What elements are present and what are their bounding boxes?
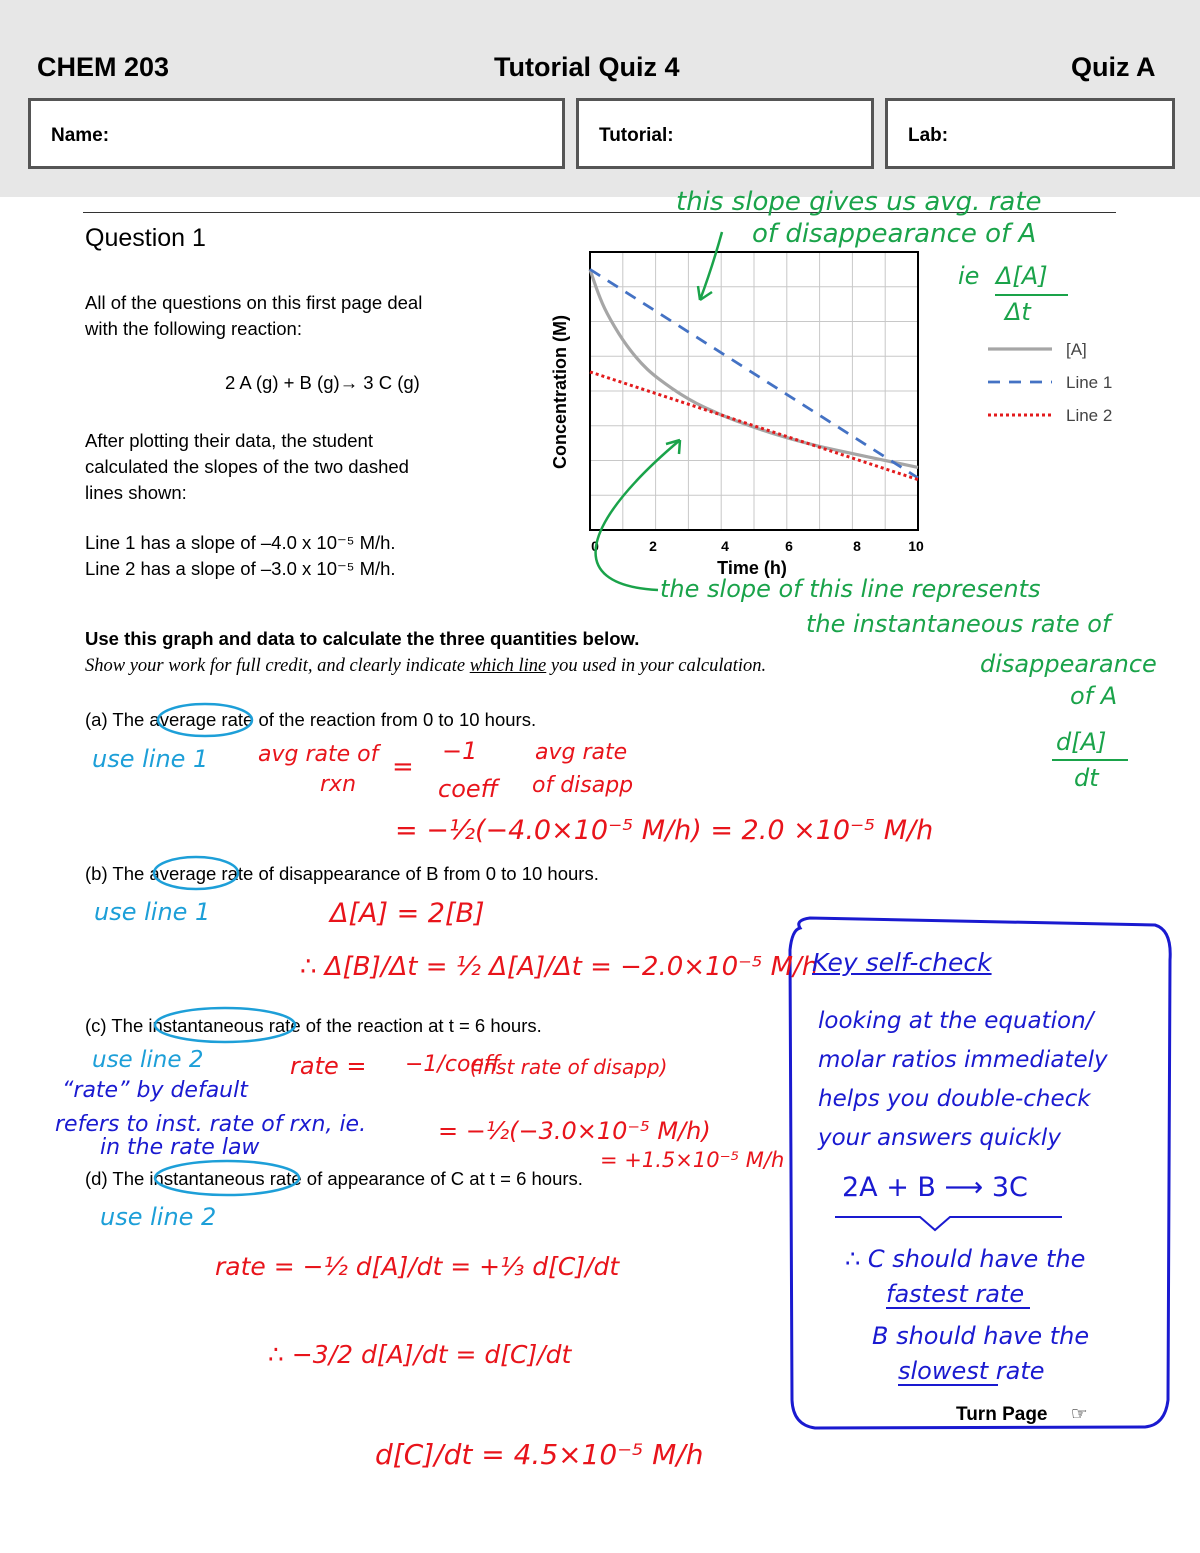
after-line-3: lines shown: (85, 482, 187, 503)
box-line-6: fastest rate (886, 1280, 1025, 1308)
x-tick-label: 4 (721, 538, 729, 554)
box-line-8: slowest rate (898, 1357, 1045, 1385)
a-coeff: coeff (438, 775, 498, 803)
b-result: ∴ Δ[B]/Δt = ½ Δ[A]/Δt = −2.0×10⁻⁵ M/h (300, 952, 819, 982)
green-note-bottom-1: the slope of this line represents (660, 575, 1041, 603)
legend-label: Line 1 (1066, 373, 1113, 392)
a-result: = −½(−4.0×10⁻⁵ M/h) = 2.0 ×10⁻⁵ M/h (395, 815, 934, 846)
quiz-title: Tutorial Quiz 4 (494, 52, 680, 82)
question-title: Question 1 (85, 224, 206, 252)
line2-slope: Line 2 has a slope of –3.0 x 10⁻⁵ M/h. (85, 558, 396, 579)
a-avg-rate-of: avg rate of (258, 742, 379, 767)
box-line-2: molar ratios immediately (818, 1047, 1108, 1073)
x-tick-label: 10 (908, 538, 924, 554)
a-rxn: rxn (320, 772, 357, 797)
green-d-num: d[A] (1056, 728, 1107, 756)
part-d: (d) The instantaneous rate of appearance of C at t = 6 hours. (85, 1168, 583, 1189)
d-rearranged: ∴ −3/2 d[A]/dt = d[C]/dt (268, 1340, 572, 1369)
x-tick-label: 0 (591, 538, 599, 554)
instruction-italic (85, 656, 766, 677)
brace-under-equation (835, 1217, 1062, 1230)
a-use-line: use line 1 (92, 745, 209, 773)
box-line-7: B should have the (872, 1322, 1090, 1350)
c-result-1: = −½(−3.0×10⁻⁵ M/h) (438, 1117, 711, 1145)
course-code: CHEM 203 (37, 52, 170, 82)
instruction-italic-b: you used in your calculation. (546, 656, 767, 676)
green-note-bottom-3: disappearance (980, 650, 1157, 678)
tutorial-label: Tutorial: (599, 125, 674, 146)
c-use-line: use line 2 (92, 1047, 204, 1073)
instruction-italic-a: Show your work for full credit, and clearly indicate (85, 656, 470, 676)
box-line-4: your answers quickly (818, 1125, 1061, 1151)
pointing-hand-icon: ☞ (1070, 1403, 1088, 1425)
c-note-2: refers to inst. rate of rxn, ie. (55, 1112, 367, 1137)
line1-slope: Line 1 has a slope of –4.0 x 10⁻⁵ M/h. (85, 532, 396, 553)
after-line-1: After plotting their data, the student (85, 430, 373, 451)
a-neg-one: −1 (442, 737, 478, 765)
intro-line-2: with the following reaction: (85, 318, 302, 339)
box-line-1: looking at the equation/ (818, 1008, 1094, 1034)
part-b: (b) The average rate of disappearance of B from 0 to 10 hours. (85, 863, 599, 884)
a-paren-1: avg rate (535, 740, 628, 765)
reaction-equation: 2 A (g) + B (g)→ 3 C (g) (225, 372, 420, 393)
c-note-3: in the rate law (100, 1135, 260, 1160)
b-use-line: use line 1 (94, 898, 211, 926)
a-paren-2: of disapp (532, 773, 634, 798)
b-ratio: Δ[A] = 2[B] (330, 898, 485, 929)
d-use-line: use line 2 (100, 1203, 217, 1231)
c-result-2: = +1.5×10⁻⁵ M/h (600, 1148, 785, 1172)
a-equals: = (392, 752, 414, 782)
box-line-5: ∴ C should have the (845, 1245, 1086, 1273)
green-d-den: dt (1074, 764, 1099, 792)
legend-label: [A] (1066, 340, 1087, 359)
turn-page[interactable] (956, 1403, 1088, 1426)
part-c: (c) The instantaneous rate of the reaction at t = 6 hours. (85, 1015, 542, 1036)
c-paren: (inst rate of disapp) (470, 1055, 668, 1079)
x-tick-label: 2 (649, 538, 657, 554)
turn-page-label: Turn Page (956, 1404, 1048, 1425)
x-tick-label: 8 (853, 538, 861, 554)
instruction-bold: Use this graph and data to calculate the three quantities below. (85, 628, 640, 649)
green-delta-den: Δt (1005, 298, 1031, 326)
x-tick-label: 6 (785, 538, 793, 554)
c-note-1: “rate” by default (62, 1078, 248, 1103)
green-note-top-2: of disappearance of A (752, 219, 1037, 249)
green-note-bottom-4: of A (1070, 682, 1118, 710)
name-label: Name: (51, 125, 110, 146)
green-ie: ie (958, 262, 980, 290)
part-a: (a) The average rate of the reaction from 0 to 10 hours. (85, 709, 537, 730)
instruction-italic-underlined: which line (469, 656, 547, 676)
c-fraction: −1/coeff (405, 1052, 500, 1077)
after-line-2: calculated the slopes of the two dashed (85, 456, 409, 477)
lab-label: Lab: (908, 125, 949, 146)
y-axis-title: Concentration (M) (550, 315, 570, 469)
green-delta-num: Δ[A] (996, 262, 1048, 290)
legend-label: Line 2 (1066, 406, 1113, 425)
d-rate-relation: rate = −½ d[A]/dt = +⅓ d[C]/dt (215, 1252, 620, 1281)
box-title: Key self-check (812, 948, 992, 977)
c-rate: rate = (290, 1052, 367, 1080)
intro-line-1: All of the questions on this first page deal (85, 292, 423, 313)
x-axis-title: Time (h) (717, 558, 787, 578)
box-line-3: helps you double-check (818, 1086, 1091, 1112)
box-equation: 2A + B ⟶ 3C (842, 1172, 1028, 1203)
d-result: d[C]/dt = 4.5×10⁻⁵ M/h (375, 1438, 704, 1471)
green-note-bottom-2: the instantaneous rate of (806, 610, 1111, 638)
quiz-version: Quiz A (1071, 52, 1156, 82)
green-note-top-1: this slope gives us avg. rate (676, 187, 1042, 217)
